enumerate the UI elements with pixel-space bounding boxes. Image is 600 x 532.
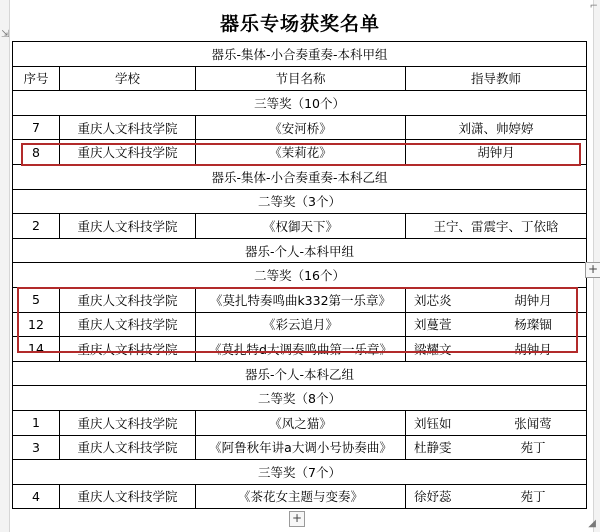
header-row [13, 66, 587, 91]
entry-no: 7 [13, 115, 60, 140]
table-row [13, 337, 587, 362]
group-row [13, 238, 587, 263]
entry-teacher: 苑丁 [520, 489, 546, 505]
prize-label: 二等奖（16个） [13, 263, 587, 288]
prize-label: 二等奖（8个） [13, 386, 587, 411]
entry-title: 《莫扎特奏鸣曲k332第一乐章》 [196, 287, 406, 312]
entry-title: 《茉莉花》 [196, 140, 406, 165]
table-row [13, 410, 587, 435]
entry-student: 刘蔓萱 [414, 317, 452, 333]
add-row-button[interactable]: + [289, 511, 305, 527]
table-row [13, 484, 587, 509]
entry-performer-teacher [406, 435, 587, 460]
entry-performer-teacher [406, 337, 587, 362]
entry-no: 5 [13, 287, 60, 312]
entry-no: 1 [13, 410, 60, 435]
entry-performer-teacher [406, 410, 587, 435]
group-row [13, 42, 587, 67]
entry-performer-teacher [406, 312, 587, 337]
entry-teacher: 胡钟月 [514, 292, 552, 308]
prize-row [13, 189, 587, 214]
header-title: 节目名称 [196, 66, 406, 91]
entry-teacher: 刘潇、帅婷婷 [406, 115, 587, 140]
add-column-button[interactable]: + [585, 262, 600, 278]
table-row [13, 435, 587, 460]
group-row [13, 361, 587, 386]
entry-title: 《安河桥》 [196, 115, 406, 140]
entry-title: 《彩云追月》 [196, 312, 406, 337]
entry-student: 杜静雯 [414, 440, 452, 456]
table-row [13, 287, 587, 312]
entry-school: 重庆人文科技学院 [60, 484, 196, 509]
entry-title: 《阿鲁秋年讲a大调小号协奏曲》 [196, 435, 406, 460]
table-row [13, 312, 587, 337]
group-name: 器乐-个人-本科甲组 [13, 238, 587, 263]
entry-no: 4 [13, 484, 60, 509]
group-name: 器乐-集体-小合奏重奏-本科乙组 [13, 164, 587, 189]
entry-title: 《风之猫》 [196, 410, 406, 435]
table-resize-handle-icon[interactable]: ◢ [588, 518, 596, 529]
document-title: 器乐专场获奖名单 [219, 13, 380, 35]
entry-school: 重庆人文科技学院 [60, 337, 196, 362]
entry-title: 《茶花女主题与变奏》 [196, 484, 406, 509]
table-row [13, 214, 587, 239]
entry-teacher: 胡钟月 [514, 341, 552, 357]
entry-teacher: 王宁、雷震宇、丁依晗 [406, 214, 587, 239]
header-school: 学校 [60, 66, 196, 91]
entry-no: 3 [13, 435, 60, 460]
prize-row [13, 460, 587, 485]
entry-school: 重庆人文科技学院 [60, 312, 196, 337]
entry-teacher: 苑丁 [520, 440, 546, 456]
entry-school: 重庆人文科技学院 [60, 214, 196, 239]
entry-teacher: 张闻莺 [514, 415, 552, 431]
group-name: 器乐-个人-本科乙组 [13, 361, 587, 386]
table-move-handle-icon[interactable]: ⇲ [1, 29, 10, 40]
prize-row [13, 263, 587, 288]
prize-label: 三等奖（10个） [13, 91, 587, 116]
entry-school: 重庆人文科技学院 [60, 435, 196, 460]
group-row [13, 164, 587, 189]
group-name: 器乐-集体-小合奏重奏-本科甲组 [13, 42, 587, 67]
entry-student: 刘钰如 [414, 415, 452, 431]
entry-teacher: 杨璨锢 [514, 317, 552, 333]
entry-performer-teacher [406, 484, 587, 509]
entry-title: 《权御天下》 [196, 214, 406, 239]
table-row [13, 115, 587, 140]
entry-title: 《莫扎特d大调奏鸣曲第一乐章》 [196, 337, 406, 362]
entry-school: 重庆人文科技学院 [60, 115, 196, 140]
entry-no: 8 [13, 140, 60, 165]
entry-student: 刘芯炎 [414, 292, 452, 308]
entry-no: 14 [13, 337, 60, 362]
page-margin-left [0, 0, 10, 532]
prize-label: 二等奖（3个） [13, 189, 587, 214]
entry-no: 12 [13, 312, 60, 337]
entry-no: 2 [13, 214, 60, 239]
entry-teacher: 胡钟月 [406, 140, 587, 165]
prize-row [13, 91, 587, 116]
corner-mark-icon: ⌐ [589, 1, 598, 12]
entry-school: 重庆人文科技学院 [60, 410, 196, 435]
prize-label: 三等奖（7个） [13, 460, 587, 485]
entry-performer-teacher [406, 287, 587, 312]
prize-row [13, 386, 587, 411]
header-teacher: 指导教师 [406, 66, 587, 91]
table-row [13, 140, 587, 165]
entry-school: 重庆人文科技学院 [60, 287, 196, 312]
awards-table [12, 41, 587, 509]
entry-student: 梁耀文 [414, 341, 452, 357]
header-no: 序号 [13, 66, 60, 91]
entry-student: 徐妤蕊 [414, 489, 452, 505]
entry-school: 重庆人文科技学院 [60, 140, 196, 165]
